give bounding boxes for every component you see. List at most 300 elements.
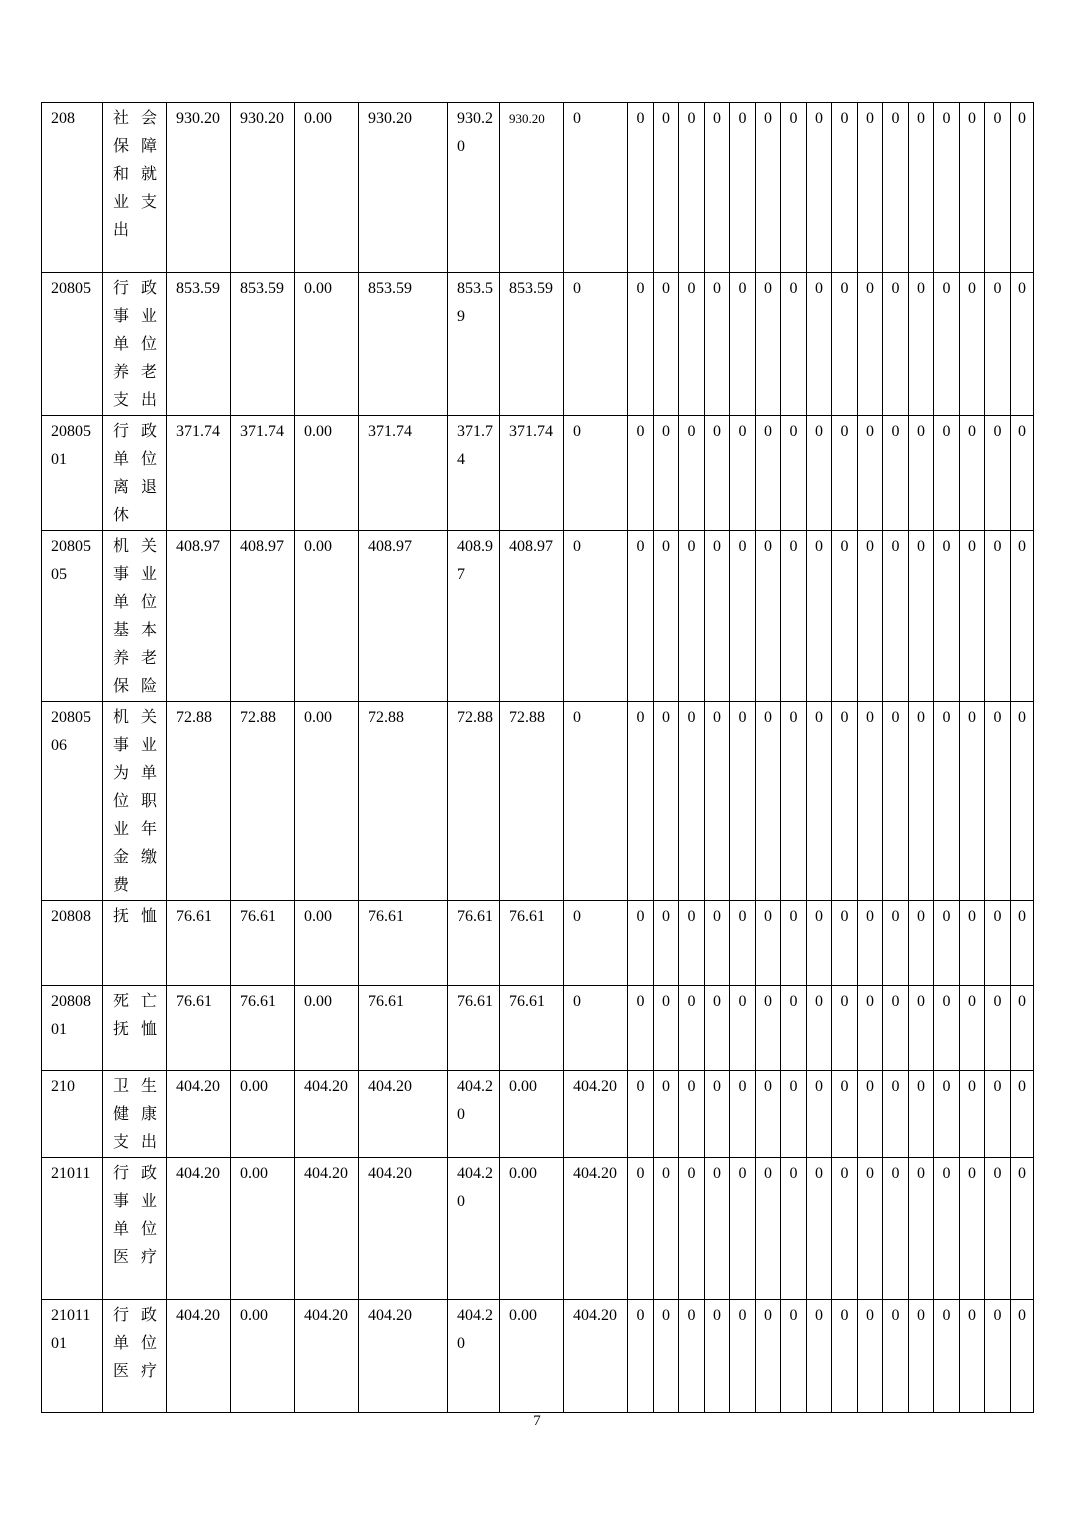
zero-cell-11 <box>883 1300 909 1413</box>
zero-cell-2 <box>654 531 679 702</box>
zero-cell-2 <box>654 1300 679 1413</box>
zero-cell-5 <box>730 416 756 531</box>
zero-cell-8 <box>807 901 832 986</box>
table-row <box>42 531 1034 702</box>
zero-cell-16 <box>1011 103 1034 273</box>
zero-cell-4 <box>705 416 730 531</box>
zero-cell-16 <box>1011 1071 1034 1158</box>
zero-cell-1 <box>628 986 654 1071</box>
amount-cell-6-text: 0.00 <box>509 1307 537 1324</box>
zero-cell-3 <box>679 273 705 416</box>
zero-cell-1 <box>628 1300 654 1413</box>
zero-cell-1-text: 0 <box>636 1307 645 1324</box>
amount-cell-6-text: 76.61 <box>509 908 545 925</box>
zero-cell-11-text: 0 <box>891 1078 900 1095</box>
zero-cell-3-text: 0 <box>687 993 696 1010</box>
amount-cell-2-text: 0.00 <box>240 1307 268 1324</box>
subject-code-cell <box>42 531 103 702</box>
amount-cell-2-text: 76.61 <box>240 908 276 925</box>
amount-cell-2 <box>231 986 295 1071</box>
zero-cell-16-text: 0 <box>1018 538 1026 555</box>
zero-cell-7 <box>781 1071 807 1158</box>
amount-cell-1 <box>167 103 231 273</box>
zero-cell-4-text: 0 <box>713 1165 721 1182</box>
zero-cell-11 <box>883 103 909 273</box>
amount-cell-1-text: 404.20 <box>176 1307 220 1324</box>
zero-cell-7-text: 0 <box>789 1078 798 1095</box>
zero-cell-12 <box>909 986 934 1071</box>
amount-cell-4-text: 371.74 <box>368 423 412 440</box>
zero-cell-5-text: 0 <box>738 1078 747 1095</box>
zero-cell-5-text: 0 <box>738 1165 747 1182</box>
zero-cell-2 <box>654 1071 679 1158</box>
zero-cell-11 <box>883 273 909 416</box>
amount-cell-5-text: 404.20 <box>457 1307 493 1352</box>
amount-cell-3-text: 404.20 <box>304 1307 348 1324</box>
zero-cell-4 <box>705 273 730 416</box>
zero-cell-4-text: 0 <box>713 908 721 925</box>
zero-cell-9 <box>832 901 858 986</box>
zero-cell-13-text: 0 <box>942 110 951 127</box>
amount-cell-5-text: 408.97 <box>457 538 493 583</box>
amount-cell-4 <box>359 103 448 273</box>
amount-cell-5 <box>448 531 500 702</box>
zero-cell-12 <box>909 1071 934 1158</box>
amount-cell-4-text: 76.61 <box>368 993 404 1010</box>
zero-cell-1-text: 0 <box>636 709 645 726</box>
zero-cell-5-text: 0 <box>738 908 747 925</box>
amount-cell-6 <box>500 986 564 1071</box>
zero-cell-2 <box>654 901 679 986</box>
amount-cell-5 <box>448 986 500 1071</box>
zero-cell-11-text: 0 <box>891 709 900 726</box>
amount-cell-1-text: 408.97 <box>176 538 220 555</box>
amount-cell-5-text: 853.59 <box>457 280 493 325</box>
subject-code-cell-text: 2080801 <box>51 993 91 1038</box>
zero-cell-10 <box>858 1300 883 1413</box>
subject-code-cell-text: 2101101 <box>51 1307 91 1352</box>
zero-cell-3-text: 0 <box>687 908 696 925</box>
amount-cell-1 <box>167 416 231 531</box>
zero-cell-7-text: 0 <box>789 709 798 726</box>
amount-cell-7 <box>564 273 628 416</box>
zero-cell-13 <box>934 273 960 416</box>
zero-cell-16 <box>1011 702 1034 901</box>
amount-cell-7 <box>564 531 628 702</box>
amount-cell-1 <box>167 1300 231 1413</box>
amount-cell-5-text: 76.61 <box>457 993 493 1010</box>
zero-cell-14-text: 0 <box>968 280 976 297</box>
zero-cell-3-text: 0 <box>687 709 696 726</box>
amount-cell-1-text: 930.20 <box>176 110 220 127</box>
subject-code-cell <box>42 1300 103 1413</box>
zero-cell-10 <box>858 901 883 986</box>
zero-cell-3 <box>679 1300 705 1413</box>
amount-cell-1 <box>167 1071 231 1158</box>
zero-cell-4-text: 0 <box>713 993 721 1010</box>
zero-cell-4-text: 0 <box>713 1078 721 1095</box>
zero-cell-12 <box>909 273 934 416</box>
amount-cell-1-text: 371.74 <box>176 423 220 440</box>
amount-cell-2 <box>231 702 295 901</box>
zero-cell-1 <box>628 1071 654 1158</box>
subject-code-cell <box>42 103 103 273</box>
amount-cell-5 <box>448 416 500 531</box>
amount-cell-4-text: 853.59 <box>368 280 412 297</box>
zero-cell-9 <box>832 273 858 416</box>
amount-cell-1 <box>167 901 231 986</box>
zero-cell-2 <box>654 273 679 416</box>
subject-name-cell-text: 社会保障和就业支出 <box>113 110 157 239</box>
amount-cell-5-text: 930.20 <box>457 110 493 155</box>
zero-cell-3-text: 0 <box>687 423 696 440</box>
amount-cell-5-text: 404.20 <box>457 1078 493 1123</box>
amount-cell-1-text: 76.61 <box>176 993 212 1010</box>
amount-cell-6-text: 371.74 <box>509 423 553 440</box>
zero-cell-14 <box>960 702 985 901</box>
amount-cell-2 <box>231 273 295 416</box>
zero-cell-11-text: 0 <box>891 423 900 440</box>
zero-cell-3-text: 0 <box>687 1307 696 1324</box>
zero-cell-5-text: 0 <box>738 110 747 127</box>
amount-cell-5-text: 371.74 <box>457 423 493 468</box>
subject-name-cell <box>103 531 167 702</box>
zero-cell-3-text: 0 <box>687 538 696 555</box>
zero-cell-4 <box>705 986 730 1071</box>
zero-cell-2 <box>654 1158 679 1300</box>
amount-cell-3 <box>295 273 359 416</box>
zero-cell-3 <box>679 901 705 986</box>
subject-name-cell <box>103 416 167 531</box>
zero-cell-8-text: 0 <box>815 538 823 555</box>
zero-cell-15 <box>985 531 1011 702</box>
zero-cell-14-text: 0 <box>968 908 976 925</box>
zero-cell-4 <box>705 702 730 901</box>
zero-cell-13-text: 0 <box>942 709 951 726</box>
zero-cell-16 <box>1011 273 1034 416</box>
amount-cell-3 <box>295 1071 359 1158</box>
zero-cell-15 <box>985 103 1011 273</box>
amount-cell-3 <box>295 416 359 531</box>
zero-cell-12 <box>909 416 934 531</box>
amount-cell-2-text: 408.97 <box>240 538 284 555</box>
amount-cell-3-text: 0.00 <box>304 423 332 440</box>
zero-cell-7 <box>781 273 807 416</box>
amount-cell-2-text: 0.00 <box>240 1165 268 1182</box>
subject-code-cell-text: 2080505 <box>51 538 91 583</box>
zero-cell-10 <box>858 986 883 1071</box>
zero-cell-12-text: 0 <box>917 709 925 726</box>
zero-cell-13 <box>934 1071 960 1158</box>
amount-cell-2-text: 76.61 <box>240 993 276 1010</box>
zero-cell-4-text: 0 <box>713 280 721 297</box>
zero-cell-14 <box>960 103 985 273</box>
zero-cell-10 <box>858 702 883 901</box>
amount-cell-7 <box>564 702 628 901</box>
zero-cell-2-text: 0 <box>662 1078 670 1095</box>
zero-cell-6 <box>756 1158 781 1300</box>
table-body <box>42 103 1034 1413</box>
zero-cell-4 <box>705 531 730 702</box>
subject-code-cell-text: 2080506 <box>51 709 91 754</box>
amount-cell-5 <box>448 1300 500 1413</box>
zero-cell-4 <box>705 1071 730 1158</box>
zero-cell-2 <box>654 702 679 901</box>
zero-cell-11-text: 0 <box>891 993 900 1010</box>
amount-cell-4 <box>359 702 448 901</box>
zero-cell-15-text: 0 <box>993 280 1002 297</box>
zero-cell-11-text: 0 <box>891 110 900 127</box>
amount-cell-4-text: 72.88 <box>368 709 404 726</box>
zero-cell-16-text: 0 <box>1018 1307 1026 1324</box>
amount-cell-1 <box>167 273 231 416</box>
zero-cell-3 <box>679 1158 705 1300</box>
zero-cell-13-text: 0 <box>942 280 951 297</box>
zero-cell-2 <box>654 416 679 531</box>
zero-cell-2-text: 0 <box>662 280 670 297</box>
zero-cell-15-text: 0 <box>993 423 1002 440</box>
zero-cell-5 <box>730 1071 756 1158</box>
budget-table <box>41 102 1034 1413</box>
zero-cell-14 <box>960 1300 985 1413</box>
subject-name-cell-text: 机关事业单位基本养老保险 <box>113 538 157 695</box>
zero-cell-5-text: 0 <box>738 538 747 555</box>
zero-cell-9 <box>832 416 858 531</box>
subject-name-cell-text: 卫生健康支出 <box>113 1078 157 1151</box>
amount-cell-2 <box>231 103 295 273</box>
zero-cell-6 <box>756 103 781 273</box>
amount-cell-7 <box>564 1300 628 1413</box>
zero-cell-10 <box>858 531 883 702</box>
zero-cell-14-text: 0 <box>968 538 976 555</box>
zero-cell-9-text: 0 <box>840 1165 849 1182</box>
amount-cell-3-text: 0.00 <box>304 538 332 555</box>
subject-code-cell-text: 2080501 <box>51 423 91 468</box>
amount-cell-7-text: 404.20 <box>573 1307 617 1324</box>
zero-cell-3 <box>679 702 705 901</box>
zero-cell-5 <box>730 103 756 273</box>
zero-cell-10-text: 0 <box>866 1078 874 1095</box>
zero-cell-15-text: 0 <box>993 1165 1002 1182</box>
zero-cell-1-text: 0 <box>636 1165 645 1182</box>
zero-cell-5 <box>730 1158 756 1300</box>
amount-cell-2 <box>231 531 295 702</box>
zero-cell-16 <box>1011 901 1034 986</box>
amount-cell-3 <box>295 1300 359 1413</box>
zero-cell-15 <box>985 1300 1011 1413</box>
amount-cell-6 <box>500 1071 564 1158</box>
zero-cell-12 <box>909 1158 934 1300</box>
subject-code-cell <box>42 1071 103 1158</box>
zero-cell-3-text: 0 <box>687 1078 696 1095</box>
zero-cell-9 <box>832 702 858 901</box>
amount-cell-4 <box>359 901 448 986</box>
zero-cell-8-text: 0 <box>815 1307 823 1324</box>
zero-cell-5 <box>730 986 756 1071</box>
subject-code-cell-text: 210 <box>51 1078 75 1095</box>
zero-cell-13-text: 0 <box>942 1165 951 1182</box>
amount-cell-7 <box>564 103 628 273</box>
zero-cell-1-text: 0 <box>636 908 645 925</box>
zero-cell-6-text: 0 <box>764 538 772 555</box>
zero-cell-10 <box>858 103 883 273</box>
zero-cell-11-text: 0 <box>891 1307 900 1324</box>
zero-cell-6-text: 0 <box>764 1078 772 1095</box>
amount-cell-2 <box>231 1300 295 1413</box>
amount-cell-6 <box>500 273 564 416</box>
amount-cell-6-text: 930.20 <box>509 111 545 126</box>
zero-cell-2-text: 0 <box>662 423 670 440</box>
amount-cell-7 <box>564 416 628 531</box>
subject-code-cell-text: 20808 <box>51 908 91 925</box>
subject-name-cell-text: 行政单位离退休 <box>113 423 157 524</box>
zero-cell-8-text: 0 <box>815 280 823 297</box>
zero-cell-13-text: 0 <box>942 423 951 440</box>
table-row <box>42 416 1034 531</box>
zero-cell-9-text: 0 <box>840 423 849 440</box>
subject-code-cell <box>42 901 103 986</box>
amount-cell-4 <box>359 986 448 1071</box>
amount-cell-7 <box>564 1071 628 1158</box>
zero-cell-12-text: 0 <box>917 1165 925 1182</box>
zero-cell-6 <box>756 986 781 1071</box>
subject-name-cell <box>103 1071 167 1158</box>
amount-cell-1-text: 76.61 <box>176 908 212 925</box>
zero-cell-4-text: 0 <box>713 423 721 440</box>
amount-cell-3-text: 0.00 <box>304 280 332 297</box>
zero-cell-4 <box>705 1158 730 1300</box>
amount-cell-5 <box>448 1071 500 1158</box>
zero-cell-8 <box>807 1071 832 1158</box>
zero-cell-9-text: 0 <box>840 709 849 726</box>
subject-code-cell <box>42 273 103 416</box>
zero-cell-14-text: 0 <box>968 993 976 1010</box>
zero-cell-7 <box>781 103 807 273</box>
zero-cell-10 <box>858 1158 883 1300</box>
zero-cell-9-text: 0 <box>840 538 849 555</box>
zero-cell-14-text: 0 <box>968 1307 976 1324</box>
zero-cell-3 <box>679 103 705 273</box>
zero-cell-4-text: 0 <box>713 709 721 726</box>
zero-cell-14-text: 0 <box>968 1165 976 1182</box>
zero-cell-6 <box>756 531 781 702</box>
zero-cell-8-text: 0 <box>815 1165 823 1182</box>
zero-cell-5 <box>730 531 756 702</box>
zero-cell-8 <box>807 1158 832 1300</box>
zero-cell-3 <box>679 1071 705 1158</box>
zero-cell-4-text: 0 <box>713 1307 721 1324</box>
amount-cell-4-text: 404.20 <box>368 1165 412 1182</box>
zero-cell-7-text: 0 <box>789 423 798 440</box>
amount-cell-3 <box>295 1158 359 1300</box>
amount-cell-1-text: 404.20 <box>176 1078 220 1095</box>
zero-cell-6-text: 0 <box>764 1165 772 1182</box>
amount-cell-1-text: 72.88 <box>176 709 212 726</box>
amount-cell-5 <box>448 901 500 986</box>
zero-cell-14-text: 0 <box>968 1078 976 1095</box>
amount-cell-7-text: 404.20 <box>573 1165 617 1182</box>
zero-cell-12-text: 0 <box>917 280 925 297</box>
zero-cell-15-text: 0 <box>993 993 1002 1010</box>
zero-cell-12 <box>909 901 934 986</box>
zero-cell-11 <box>883 986 909 1071</box>
amount-cell-2 <box>231 1158 295 1300</box>
amount-cell-4-text: 404.20 <box>368 1307 412 1324</box>
zero-cell-14 <box>960 986 985 1071</box>
amount-cell-4 <box>359 1300 448 1413</box>
subject-name-cell <box>103 103 167 273</box>
amount-cell-1-text: 404.20 <box>176 1165 220 1182</box>
zero-cell-9-text: 0 <box>840 1078 849 1095</box>
zero-cell-13 <box>934 1300 960 1413</box>
amount-cell-3 <box>295 702 359 901</box>
amount-cell-1 <box>167 1158 231 1300</box>
zero-cell-2 <box>654 103 679 273</box>
zero-cell-1-text: 0 <box>636 1078 645 1095</box>
zero-cell-7 <box>781 416 807 531</box>
amount-cell-4 <box>359 273 448 416</box>
zero-cell-2-text: 0 <box>662 538 670 555</box>
zero-cell-9 <box>832 531 858 702</box>
zero-cell-11-text: 0 <box>891 908 900 925</box>
amount-cell-2-text: 853.59 <box>240 280 284 297</box>
zero-cell-12-text: 0 <box>917 908 925 925</box>
zero-cell-13 <box>934 986 960 1071</box>
zero-cell-13 <box>934 103 960 273</box>
zero-cell-2-text: 0 <box>662 1165 670 1182</box>
zero-cell-13 <box>934 901 960 986</box>
amount-cell-1 <box>167 531 231 702</box>
zero-cell-2-text: 0 <box>662 908 670 925</box>
amount-cell-6 <box>500 416 564 531</box>
zero-cell-5-text: 0 <box>738 280 747 297</box>
zero-cell-6 <box>756 273 781 416</box>
amount-cell-3-text: 404.20 <box>304 1078 348 1095</box>
amount-cell-4 <box>359 531 448 702</box>
zero-cell-14 <box>960 1158 985 1300</box>
amount-cell-1-text: 853.59 <box>176 280 220 297</box>
zero-cell-6 <box>756 702 781 901</box>
zero-cell-14 <box>960 1071 985 1158</box>
zero-cell-12-text: 0 <box>917 1078 925 1095</box>
zero-cell-8-text: 0 <box>815 709 823 726</box>
amount-cell-3 <box>295 901 359 986</box>
zero-cell-13 <box>934 1158 960 1300</box>
zero-cell-7-text: 0 <box>789 1165 798 1182</box>
zero-cell-4-text: 0 <box>713 538 721 555</box>
zero-cell-6 <box>756 416 781 531</box>
zero-cell-6-text: 0 <box>764 423 772 440</box>
zero-cell-7-text: 0 <box>789 538 798 555</box>
amount-cell-2-text: 930.20 <box>240 110 284 127</box>
zero-cell-8-text: 0 <box>815 423 823 440</box>
zero-cell-10-text: 0 <box>866 110 874 127</box>
zero-cell-10-text: 0 <box>866 1165 874 1182</box>
subject-name-cell <box>103 986 167 1071</box>
zero-cell-14 <box>960 531 985 702</box>
zero-cell-7 <box>781 531 807 702</box>
zero-cell-6-text: 0 <box>764 908 772 925</box>
subject-code-cell-text: 20805 <box>51 280 91 297</box>
amount-cell-6 <box>500 702 564 901</box>
zero-cell-16-text: 0 <box>1018 908 1026 925</box>
zero-cell-13 <box>934 702 960 901</box>
zero-cell-16-text: 0 <box>1018 1078 1026 1095</box>
amount-cell-2 <box>231 1071 295 1158</box>
amount-cell-1 <box>167 702 231 901</box>
amount-cell-4 <box>359 1071 448 1158</box>
zero-cell-11-text: 0 <box>891 280 900 297</box>
